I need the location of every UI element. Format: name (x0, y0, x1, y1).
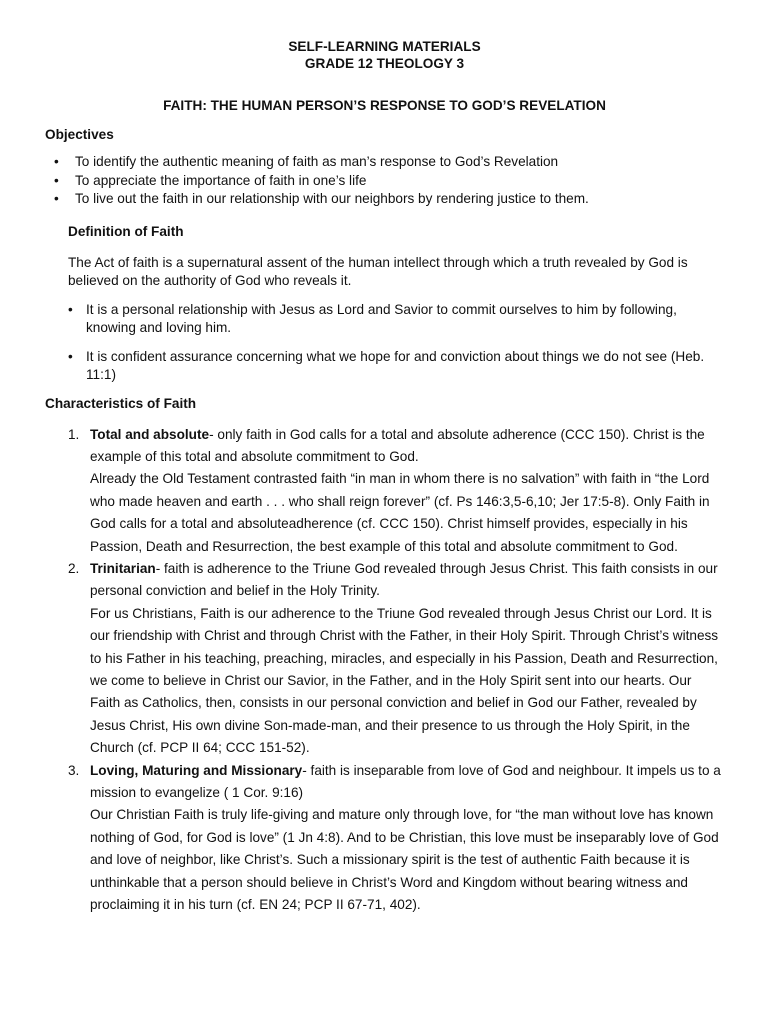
document-title: FAITH: THE HUMAN PERSON’S RESPONSE TO GOD’S REVELATION (163, 98, 606, 113)
definition-list (45, 301, 724, 385)
characteristics-heading: Characteristics of Faith (45, 395, 197, 411)
header-line-2: GRADE 12 THEOLOGY 3 (304, 56, 465, 71)
list-item: 1. Total and absolute- only faith in God calls for a total and absolute adherence (CCC 150). Christ is the example of this total and absolute commitment to God. Already the Old Testament contrasted faith “in man in whom there is no salvation” with faith in “the Lord who made heaven and earth . . . who shall reign forever” (cf. Ps 146:3,5-6,10; Jer 17:5-8). Only Faith in God calls for a total and absoluteadherence (cf. CCC 150). Christ himself provides, especially in his Passion, Death and Resurrection, the best example of this total and absolute commitment to God. (68, 426, 710, 554)
characteristic-term: Total and absolute (90, 426, 210, 442)
document-header (45, 38, 724, 72)
objectives-heading: Objectives (45, 127, 114, 142)
list-item: 2. Trinitarian- faith is adherence to the Triune God revealed through Jesus Christ. This faith consists in our personal conviction and belief in the Holy Trinity. For us Christians, Faith is our adherence to the Triune God revealed through Jesus Christ our Lord. It is our friendship with Christ and through Christ with the Father, in their Holy Spirit. Through Christ’s witness to his Father in his teaching, preaching, miracles, and especially in his Passion, Death and Resurrection, we come to believe in Christ our Savior, in the Father, and in the Holy Spirit sent into our hearts. Our Faith as Catholics, then, consists in our personal conviction and belief in God our Father, revealed by Jesus Christ, His own divine Son-made-man, and their presence to us through the Holy Spirit, in the Church (cf. PCP II 64; CCC 151-52). (68, 560, 719, 756)
characteristic-term: Trinitarian (90, 560, 156, 576)
list-item: • It is a personal relationship with Jesus as Lord and Savior to commit ourselves to him by following, knowing and loving him. (45, 301, 724, 338)
definition-heading: Definition of Faith (68, 223, 184, 239)
list-item: • It is confident assurance concerning what we hope for and conviction about things we do not see (Heb. 11:1) (45, 348, 724, 385)
list-item: 3. Loving, Maturing and Missionary- faith is inseparable from love of God and neighbour. It impels us to a mission to evangelize ( 1 Cor. 9:16) Our Christian Faith is truly life-giving and mature only through love, for “the man without love has known nothing of God, for God is love” (1 Jn 4:8). And to be Christian, this love must be inseparably love of God and love of neighbor, like Christ’s. Such a missionary spirit is the test of authentic Faith because it is unthinkable that a person should believe in Christ’s Word and Kingdom without bearing witness and proclaiming it in his turn (cf. EN 24; PCP II 67-71, 402). (68, 762, 721, 913)
characteristic-term: Loving, Maturing and Missionary (90, 762, 303, 778)
list-item: To appreciate the importance of faith in one’s life (75, 172, 367, 188)
characteristic-detail: Already the Old Testament contrasted faith “in man in whom there is no salvation” with faith in “the Lord who made heaven and earth . . . who shall reign forever” (cf. Ps 146:3,5-6,10; Jer 17:5-8). Only Faith in God calls for a total and absoluteadherence (cf. CCC 150). Christ himself provides, especially in his Passion, Death and Resurrection, the best example of this total and absolute commitment to God. (90, 471, 710, 554)
characteristic-detail: For us Christians, Faith is our adherence to the Triune God revealed through Jesus Christ our Lord. It is our friendship with Christ and through Christ with the Father, in their Holy Spirit. Through Christ’s witness to his Father in his teaching, preaching, miracles, and especially in his Passion, Death and Resurrection, we come to believe in Christ our Savior, in the Father, and in the Holy Spirit sent into our hearts. Our Faith as Catholics, then, consists in our personal conviction and belief in God our Father, revealed by Jesus Christ, His own divine Son-made-man, and their presence to us through the Holy Spirit, in the Church (cf. PCP II 64; CCC 151-52). (90, 605, 719, 756)
definition-text: The Act of faith is a supernatural assent of the human intellect through which a truth revealed by God is believed on the authority of God who reveals it. (68, 254, 688, 288)
list-item: To identify the authentic meaning of faith as man’s response to God’s Revelation (75, 154, 559, 169)
objectives-list (45, 153, 724, 209)
list-item: To live out the faith in our relationship with our neighbors by rendering justice to them. (75, 191, 589, 206)
characteristics-list (45, 424, 724, 917)
characteristic-detail: Our Christian Faith is truly life-giving and mature only through love, for “the man without love has known nothing of God, for God is love” (1 Jn 4:8). And to be Christian, this love must be inseparably love of God and love of neighbor, like Christ’s. Such a missionary spirit is the test of authentic Faith because it is unthinkable that a person should believe in Christ’s Word and Kingdom without bearing witness and proclaiming it in his turn (cf. EN 24; PCP II 67-71, 402). (90, 807, 719, 913)
header-line-1: SELF-LEARNING MATERIALS (288, 39, 481, 54)
